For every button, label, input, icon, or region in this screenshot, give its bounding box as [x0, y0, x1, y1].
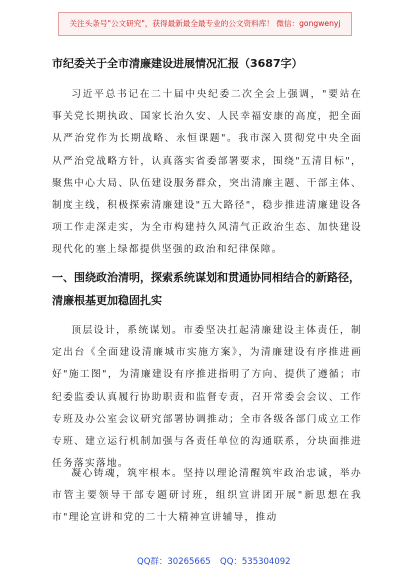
qq-group-number: QQ群：30265665: [137, 557, 211, 567]
section-heading-1: 一、围绕政治清明，探索系统谋划和贯通协同相结合的新路径，清廉根基更加稳固扎实: [52, 271, 360, 307]
intro-paragraph: 习近平总书记在二十届中央纪委二次全会上强调，"要站在事关党长期执政、国家长治久安、人民幸福安康的高度，把全面从严治党作为长期战略、永恒课题"。我市深入贯彻党中央全面从严治党战略方针，认真落实省委部署要求，围绕"五清目标"，聚焦中心大局、队伍建设服务群众，突出清廉主题、干部主体、制度主线，积极探索清廉建设"五大路径"，稳步推进清廉建设各项工作走深走实，为全市构建持久风清气正政治生态、加快建设现代化的塞上绿都提供坚强的政治和纪律保障。: [52, 89, 362, 256]
page-footer: [0, 552, 408, 572]
body-paragraph-top-level-design: 顶层设计，系统谋划。市委坚决扛起清廉建设主体责任，制定出台《全面建设清廉城市实施方案》，为清廉建设有序推进画好"施工图"，为清廉建设有序推进指明了方向、提供了遵循；市纪委监委认真履行协助职责和监督专责，召开常委会会议、工作专班及办公室会议研究部署协调推动；全市各级各部门成立工作专班、建立运行机制加强与各责任单位的沟通联系，分块面推进任务落实落地。: [52, 325, 362, 470]
body-paragraph-cohesion: 凝心铸魂，筑牢根本。坚持以理论清醒筑牢政治忠诚，举办市管主要领导干部专题研讨班，组织宣讲团开展"新思想在我市"理论宣讲和党的二十大精神宣讲辅导，推动: [52, 468, 362, 524]
document-title: 市纪委关于全市清廉建设进展情况汇报（3687字）: [52, 57, 303, 70]
promo-banner: 关注头条号"公文研究"，获得最新最全最专业的公文资料库！ 微信：gongwenyj: [58, 12, 352, 36]
qq-contact-number: QQ：535304092: [220, 557, 291, 567]
